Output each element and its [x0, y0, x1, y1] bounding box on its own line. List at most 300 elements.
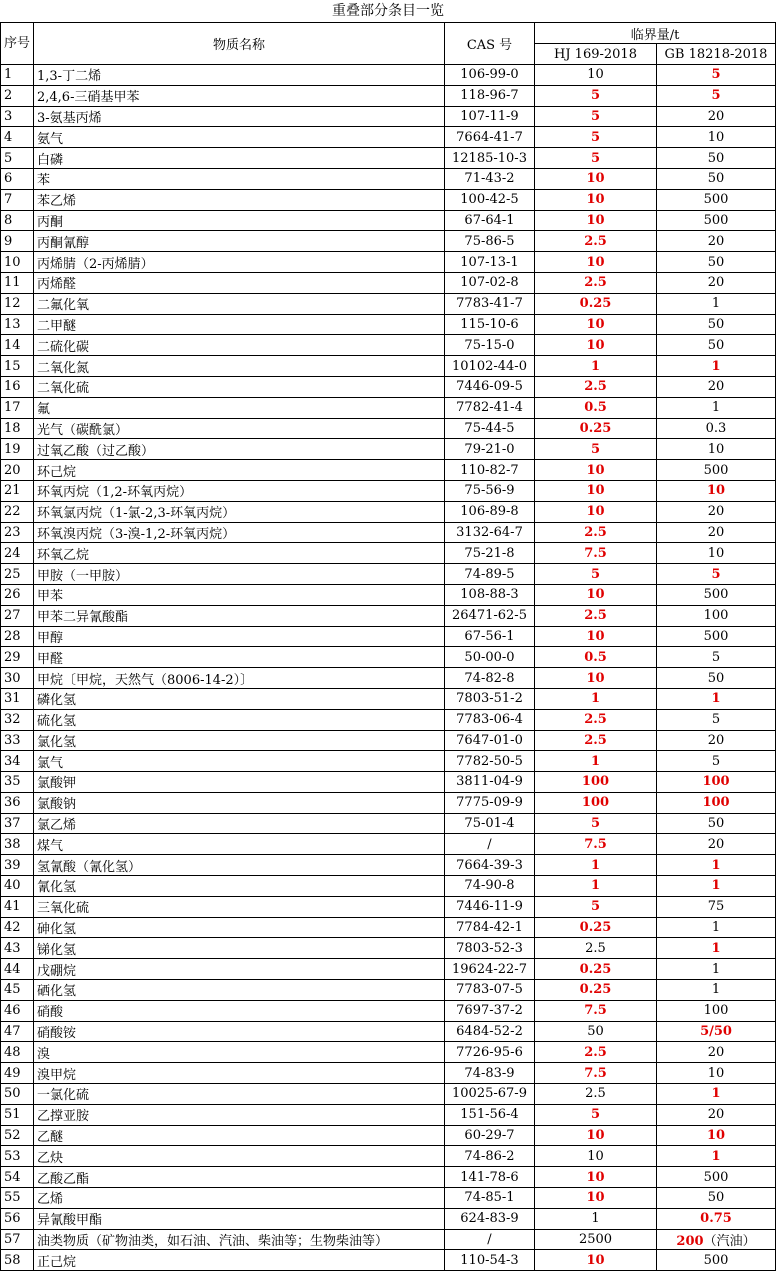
hj-threshold: 2.5 — [535, 272, 657, 293]
cas-number: 7664-39-3 — [445, 855, 535, 876]
substance-name: 氢氰酸（氰化氢） — [34, 855, 445, 876]
substance-name: 油类物质（矿物油类，如石油、汽油、柴油等；生物柴油等） — [34, 1229, 445, 1250]
substance-name: 磷化氢 — [34, 688, 445, 709]
hj-threshold: 7.5 — [535, 543, 657, 564]
table-row — [1, 564, 776, 585]
row-number: 7 — [1, 189, 34, 210]
hj-threshold: 5 — [535, 127, 657, 148]
table-row — [1, 1167, 776, 1188]
hj-threshold: 10 — [535, 1146, 657, 1167]
gb-threshold: 1 — [657, 293, 776, 314]
table-row — [1, 876, 776, 897]
gb-threshold: 1 — [657, 959, 776, 980]
hj-threshold: 0.25 — [535, 418, 657, 439]
cas-number: 79-21-0 — [445, 439, 535, 460]
cas-number: 7775-09-9 — [445, 792, 535, 813]
table-row — [1, 168, 776, 189]
table-row — [1, 543, 776, 564]
overlap-table — [0, 22, 776, 1271]
cas-number: 75-15-0 — [445, 335, 535, 356]
gb-threshold: 500 — [657, 584, 776, 605]
table-row — [1, 1000, 776, 1021]
table-row — [1, 106, 776, 127]
gb-threshold: 50 — [657, 252, 776, 273]
hj-threshold: 0.5 — [535, 647, 657, 668]
gb-threshold: 5 — [657, 85, 776, 106]
hj-threshold: 1 — [535, 356, 657, 377]
cas-number: 151-56-4 — [445, 1104, 535, 1125]
substance-name: 过氧乙酸（过乙酸） — [34, 439, 445, 460]
row-number: 5 — [1, 148, 34, 169]
substance-name: 溴 — [34, 1042, 445, 1063]
gb-threshold-value: 200 — [676, 1234, 704, 1250]
table-row — [1, 626, 776, 647]
table-row — [1, 834, 776, 855]
cas-number: 7803-51-2 — [445, 688, 535, 709]
gb-threshold: 5/50 — [657, 1021, 776, 1042]
substance-name: 锑化氢 — [34, 938, 445, 959]
table-row — [1, 896, 776, 917]
hj-threshold: 50 — [535, 1021, 657, 1042]
row-number: 49 — [1, 1063, 34, 1084]
hj-threshold: 1 — [535, 688, 657, 709]
table-header — [1, 23, 776, 65]
cas-number: 100-42-5 — [445, 189, 535, 210]
header-hj: HJ 169-2018 — [535, 44, 657, 65]
table-row — [1, 917, 776, 938]
substance-name: 氯酸钾 — [34, 772, 445, 793]
hj-threshold: 2.5 — [535, 522, 657, 543]
row-number: 8 — [1, 210, 34, 231]
hj-threshold: 1 — [535, 1208, 657, 1229]
substance-name: 甲醛 — [34, 647, 445, 668]
row-number: 58 — [1, 1250, 34, 1271]
hj-threshold: 7.5 — [535, 1000, 657, 1021]
substance-name: 异氰酸甲酯 — [34, 1208, 445, 1229]
hj-threshold: 10 — [535, 1250, 657, 1271]
gb-threshold: 1 — [657, 980, 776, 1001]
substance-name: 溴甲烷 — [34, 1063, 445, 1084]
table-row — [1, 1125, 776, 1146]
hj-threshold: 5 — [535, 896, 657, 917]
table-row — [1, 356, 776, 377]
substance-name: 甲醇 — [34, 626, 445, 647]
cas-number: / — [445, 1229, 535, 1250]
hj-threshold: 5 — [535, 439, 657, 460]
cas-number: 624-83-9 — [445, 1208, 535, 1229]
cas-number: / — [445, 834, 535, 855]
hj-threshold: 10 — [535, 1167, 657, 1188]
table-body — [1, 65, 776, 1271]
gb-threshold: 500 — [657, 210, 776, 231]
gb-threshold: 50 — [657, 168, 776, 189]
substance-name: 氟 — [34, 397, 445, 418]
hj-threshold: 1 — [535, 751, 657, 772]
substance-name: 苯乙烯 — [34, 189, 445, 210]
table-row — [1, 1063, 776, 1084]
substance-name: 二氧化硫 — [34, 376, 445, 397]
row-number: 2 — [1, 85, 34, 106]
header-cas: CAS 号 — [445, 23, 535, 65]
cas-number: 3132-64-7 — [445, 522, 535, 543]
row-number: 47 — [1, 1021, 34, 1042]
row-number: 51 — [1, 1104, 34, 1125]
table-row — [1, 189, 776, 210]
gb-threshold: 5 — [657, 709, 776, 730]
row-number: 26 — [1, 584, 34, 605]
header-seq: 序号 — [1, 23, 34, 65]
table-row — [1, 688, 776, 709]
table-row — [1, 272, 776, 293]
row-number: 13 — [1, 314, 34, 335]
row-number: 38 — [1, 834, 34, 855]
cas-number: 12185-10-3 — [445, 148, 535, 169]
gb-threshold: 20 — [657, 272, 776, 293]
substance-name: 二氧化氮 — [34, 356, 445, 377]
hj-threshold: 10 — [535, 1125, 657, 1146]
table-row — [1, 210, 776, 231]
gb-threshold: 50 — [657, 813, 776, 834]
substance-name: 氯乙烯 — [34, 813, 445, 834]
row-number: 41 — [1, 896, 34, 917]
hj-threshold: 1 — [535, 876, 657, 897]
gb-threshold: 100 — [657, 772, 776, 793]
gb-threshold: 50 — [657, 314, 776, 335]
gb-threshold: 20 — [657, 834, 776, 855]
hj-threshold: 2.5 — [535, 938, 657, 959]
gb-threshold: 5 — [657, 564, 776, 585]
gb-threshold: 0.75 — [657, 1208, 776, 1229]
row-number: 44 — [1, 959, 34, 980]
gb-threshold: 5 — [657, 647, 776, 668]
table-row — [1, 980, 776, 1001]
row-number: 54 — [1, 1167, 34, 1188]
substance-name: 甲苯二异氰酸酯 — [34, 605, 445, 626]
cas-number: 3811-04-9 — [445, 772, 535, 793]
gb-threshold: 50 — [657, 668, 776, 689]
cas-number: 67-64-1 — [445, 210, 535, 231]
row-number: 14 — [1, 335, 34, 356]
cas-number: 75-44-5 — [445, 418, 535, 439]
row-number: 33 — [1, 730, 34, 751]
table-row — [1, 584, 776, 605]
table-row — [1, 1084, 776, 1105]
table-row — [1, 647, 776, 668]
cas-number: 74-89-5 — [445, 564, 535, 585]
table-row — [1, 314, 776, 335]
hj-threshold: 10 — [535, 1188, 657, 1209]
gb-threshold: 10 — [657, 439, 776, 460]
cas-number: 7782-41-4 — [445, 397, 535, 418]
cas-number: 107-13-1 — [445, 252, 535, 273]
substance-name: 甲苯 — [34, 584, 445, 605]
row-number: 17 — [1, 397, 34, 418]
hj-threshold: 10 — [535, 314, 657, 335]
substance-name: 丙烯腈（2-丙烯腈） — [34, 252, 445, 273]
gb-threshold: 10 — [657, 127, 776, 148]
table-row — [1, 1021, 776, 1042]
gb-threshold: 20 — [657, 1042, 776, 1063]
gb-threshold: 1 — [657, 938, 776, 959]
cas-number: 106-99-0 — [445, 65, 535, 86]
header-gb: GB 18218-2018 — [657, 44, 776, 65]
cas-number: 107-02-8 — [445, 272, 535, 293]
hj-threshold: 10 — [535, 668, 657, 689]
substance-name: 甲胺（一甲胺） — [34, 564, 445, 585]
gb-threshold: 75 — [657, 896, 776, 917]
hj-threshold: 0.5 — [535, 397, 657, 418]
row-number: 28 — [1, 626, 34, 647]
substance-name: 砷化氢 — [34, 917, 445, 938]
table-row — [1, 127, 776, 148]
gb-threshold: 1 — [657, 917, 776, 938]
row-number: 1 — [1, 65, 34, 86]
hj-threshold: 5 — [535, 148, 657, 169]
gb-threshold: 500 — [657, 1250, 776, 1271]
gb-threshold: 1 — [657, 1084, 776, 1105]
hj-threshold: 10 — [535, 189, 657, 210]
cas-number: 74-90-8 — [445, 876, 535, 897]
table-row — [1, 231, 776, 252]
row-number: 15 — [1, 356, 34, 377]
table-row — [1, 1104, 776, 1125]
substance-name: 氯气 — [34, 751, 445, 772]
gb-threshold: 100 — [657, 792, 776, 813]
table-row — [1, 730, 776, 751]
row-number: 29 — [1, 647, 34, 668]
cas-number: 7803-52-3 — [445, 938, 535, 959]
hj-threshold: 2.5 — [535, 1084, 657, 1105]
substance-name: 白磷 — [34, 148, 445, 169]
substance-name: 环氧氯丙烷（1-氯-2,3-环氧丙烷） — [34, 501, 445, 522]
hj-threshold: 1 — [535, 855, 657, 876]
row-number: 35 — [1, 772, 34, 793]
table-row — [1, 1042, 776, 1063]
table-row — [1, 522, 776, 543]
hj-threshold: 10 — [535, 626, 657, 647]
substance-name: 环氧乙烷 — [34, 543, 445, 564]
row-number: 56 — [1, 1208, 34, 1229]
gb-threshold: 20 — [657, 501, 776, 522]
table-row — [1, 460, 776, 481]
hj-threshold: 10 — [535, 252, 657, 273]
substance-name: 丙酮氰醇 — [34, 231, 445, 252]
cas-number: 7782-50-5 — [445, 751, 535, 772]
gb-threshold: 10 — [657, 1063, 776, 1084]
cas-number: 74-82-8 — [445, 668, 535, 689]
cas-number: 74-85-1 — [445, 1188, 535, 1209]
gb-threshold: 100 — [657, 1000, 776, 1021]
header-threshold: 临界量/t — [535, 23, 776, 44]
row-number: 57 — [1, 1229, 34, 1250]
row-number: 19 — [1, 439, 34, 460]
cas-number: 75-56-9 — [445, 480, 535, 501]
substance-name: 硝酸 — [34, 1000, 445, 1021]
substance-name: 环己烷 — [34, 460, 445, 481]
hj-threshold: 10 — [535, 168, 657, 189]
cas-number: 7664-41-7 — [445, 127, 535, 148]
gb-threshold: 1 — [657, 356, 776, 377]
hj-threshold: 7.5 — [535, 834, 657, 855]
cas-number: 110-54-3 — [445, 1250, 535, 1271]
row-number: 32 — [1, 709, 34, 730]
row-number: 27 — [1, 605, 34, 626]
substance-name: 硒化氢 — [34, 980, 445, 1001]
cas-number: 7446-09-5 — [445, 376, 535, 397]
gb-threshold-note: （汽油） — [703, 1234, 756, 1250]
cas-number: 107-11-9 — [445, 106, 535, 127]
page-title: 重叠部分条目一览 — [332, 3, 444, 19]
gb-threshold: 10 — [657, 1125, 776, 1146]
gb-threshold: 50 — [657, 1188, 776, 1209]
substance-name: 氯酸钠 — [34, 792, 445, 813]
gb-threshold: 1 — [657, 855, 776, 876]
table-row — [1, 813, 776, 834]
cas-number: 7783-06-4 — [445, 709, 535, 730]
hj-threshold: 5 — [535, 85, 657, 106]
cas-number: 115-10-6 — [445, 314, 535, 335]
substance-name: 3-氨基丙烯 — [34, 106, 445, 127]
gb-threshold: 20 — [657, 730, 776, 751]
gb-threshold: 500 — [657, 189, 776, 210]
cas-number: 7726-95-6 — [445, 1042, 535, 1063]
substance-name: 氨气 — [34, 127, 445, 148]
substance-name: 环氧溴丙烷（3-溴-1,2-环氧丙烷） — [34, 522, 445, 543]
table-row — [1, 709, 776, 730]
substance-name: 三氧化硫 — [34, 896, 445, 917]
row-number: 48 — [1, 1042, 34, 1063]
hj-threshold: 0.25 — [535, 980, 657, 1001]
gb-threshold: 100 — [657, 605, 776, 626]
substance-name: 氯化氢 — [34, 730, 445, 751]
substance-name: 丙烯醛 — [34, 272, 445, 293]
cas-number: 75-86-5 — [445, 231, 535, 252]
cas-number: 10102-44-0 — [445, 356, 535, 377]
gb-threshold: 10 — [657, 543, 776, 564]
cas-number: 6484-52-2 — [445, 1021, 535, 1042]
hj-threshold: 2.5 — [535, 730, 657, 751]
cas-number: 74-83-9 — [445, 1063, 535, 1084]
cas-number: 118-96-7 — [445, 85, 535, 106]
cas-number: 60-29-7 — [445, 1125, 535, 1146]
substance-name: 乙烯 — [34, 1188, 445, 1209]
substance-name: 2,4,6-三硝基甲苯 — [34, 85, 445, 106]
hj-threshold: 100 — [535, 792, 657, 813]
table-row — [1, 293, 776, 314]
row-number: 9 — [1, 231, 34, 252]
hj-threshold: 100 — [535, 772, 657, 793]
hj-threshold: 2.5 — [535, 605, 657, 626]
table-row — [1, 751, 776, 772]
table-row — [1, 376, 776, 397]
gb-threshold: 1 — [657, 1146, 776, 1167]
gb-threshold: 5 — [657, 65, 776, 86]
gb-threshold: 1 — [657, 397, 776, 418]
table-row — [1, 252, 776, 273]
substance-name: 二甲醚 — [34, 314, 445, 335]
hj-threshold: 5 — [535, 1104, 657, 1125]
table-row — [1, 668, 776, 689]
hj-threshold: 2.5 — [535, 1042, 657, 1063]
row-number: 45 — [1, 980, 34, 1001]
substance-name: 二氟化氧 — [34, 293, 445, 314]
hj-threshold: 7.5 — [535, 1063, 657, 1084]
row-number: 6 — [1, 168, 34, 189]
row-number: 31 — [1, 688, 34, 709]
table-row — [1, 65, 776, 86]
row-number: 30 — [1, 668, 34, 689]
gb-threshold: 500 — [657, 1167, 776, 1188]
cas-number: 7783-41-7 — [445, 293, 535, 314]
cas-number: 71-43-2 — [445, 168, 535, 189]
row-number: 20 — [1, 460, 34, 481]
row-number: 16 — [1, 376, 34, 397]
hj-threshold: 10 — [535, 335, 657, 356]
hj-threshold: 2.5 — [535, 231, 657, 252]
table-row — [1, 1146, 776, 1167]
table-row — [1, 855, 776, 876]
row-number: 52 — [1, 1125, 34, 1146]
row-number: 42 — [1, 917, 34, 938]
row-number: 4 — [1, 127, 34, 148]
row-number: 18 — [1, 418, 34, 439]
substance-name: 煤气 — [34, 834, 445, 855]
table-row — [1, 148, 776, 169]
row-number: 21 — [1, 480, 34, 501]
table-row — [1, 1188, 776, 1209]
table-row — [1, 418, 776, 439]
cas-number: 50-00-0 — [445, 647, 535, 668]
row-number: 46 — [1, 1000, 34, 1021]
gb-threshold: 50 — [657, 148, 776, 169]
hj-threshold: 10 — [535, 210, 657, 231]
table-row — [1, 480, 776, 501]
table-row — [1, 938, 776, 959]
gb-threshold: 20 — [657, 522, 776, 543]
cas-number: 10025-67-9 — [445, 1084, 535, 1105]
row-number: 22 — [1, 501, 34, 522]
substance-name: 苯 — [34, 168, 445, 189]
row-number: 11 — [1, 272, 34, 293]
gb-threshold: 50 — [657, 335, 776, 356]
row-number: 3 — [1, 106, 34, 127]
row-number: 50 — [1, 1084, 34, 1105]
cas-number: 108-88-3 — [445, 584, 535, 605]
table-row — [1, 501, 776, 522]
substance-name: 硫化氢 — [34, 709, 445, 730]
row-number: 23 — [1, 522, 34, 543]
row-number: 36 — [1, 792, 34, 813]
table-row — [1, 1208, 776, 1229]
row-number: 25 — [1, 564, 34, 585]
hj-threshold: 5 — [535, 106, 657, 127]
cas-number: 106-89-8 — [445, 501, 535, 522]
substance-name: 乙撑亚胺 — [34, 1104, 445, 1125]
substance-name: 硝酸铵 — [34, 1021, 445, 1042]
cas-number: 141-78-6 — [445, 1167, 535, 1188]
header-name: 物质名称 — [34, 23, 445, 65]
row-number: 39 — [1, 855, 34, 876]
row-number: 10 — [1, 252, 34, 273]
gb-threshold: 500 — [657, 626, 776, 647]
substance-name: 乙炔 — [34, 1146, 445, 1167]
table-row — [1, 772, 776, 793]
gb-threshold: 20 — [657, 106, 776, 127]
hj-threshold: 5 — [535, 813, 657, 834]
substance-name: 乙酸乙酯 — [34, 1167, 445, 1188]
substance-name: 光气（碳酰氯） — [34, 418, 445, 439]
hj-threshold: 2.5 — [535, 376, 657, 397]
